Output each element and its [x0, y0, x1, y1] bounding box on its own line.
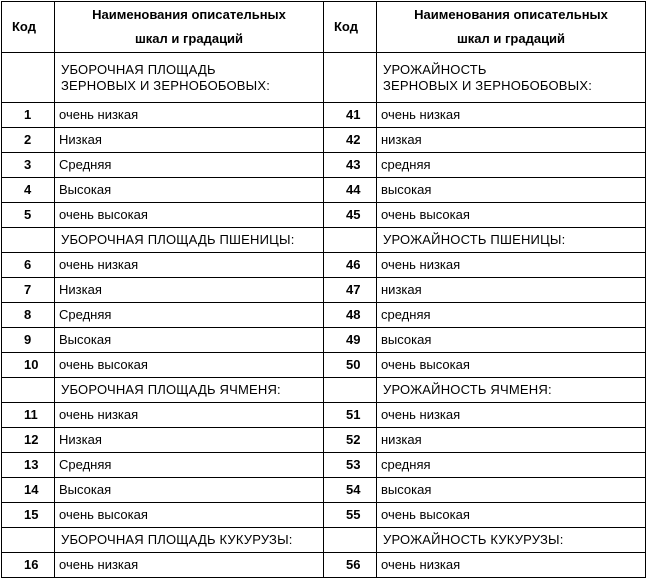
code-cell: 11: [2, 403, 55, 428]
header-names-left-line1: Наименования описательных: [92, 7, 286, 22]
name-cell: очень низкая: [55, 253, 324, 278]
name-cell: Высокая: [55, 478, 324, 503]
name-cell: очень низкая: [55, 103, 324, 128]
section-title-right: УРОЖАЙНОСТЬ КУКУРУЗЫ:: [377, 528, 646, 553]
name-cell: очень низкая: [55, 553, 324, 578]
header-names-right-line2: шкал и градаций: [456, 31, 566, 46]
code-cell: 51: [324, 403, 377, 428]
section-code-cell-right: [324, 528, 377, 553]
section-code-cell-right: [324, 228, 377, 253]
name-cell: средняя: [377, 453, 646, 478]
name-cell: высокая: [377, 328, 646, 353]
gradation-table: [1, 1, 646, 578]
name-cell: Средняя: [55, 303, 324, 328]
code-cell: 5: [2, 203, 55, 228]
table-row: [2, 553, 646, 578]
table-row: [2, 503, 646, 528]
table-row: [2, 278, 646, 303]
code-cell: 16: [2, 553, 55, 578]
table-row: [2, 453, 646, 478]
section-code-cell-left: [2, 528, 55, 553]
section-title-left: [55, 53, 324, 103]
section-title-right-line2: ЗЕРНОВЫХ И ЗЕРНОБОБОВЫХ:: [383, 77, 593, 93]
code-cell: 49: [324, 328, 377, 353]
name-cell: очень высокая: [377, 203, 646, 228]
code-cell: 9: [2, 328, 55, 353]
name-cell: очень низкая: [377, 403, 646, 428]
name-cell: очень высокая: [55, 503, 324, 528]
name-cell: Низкая: [55, 128, 324, 153]
section-title-right-line1: УРОЖАЙНОСТЬ: [383, 61, 487, 77]
code-cell: 2: [2, 128, 55, 153]
name-cell: средняя: [377, 303, 646, 328]
code-cell: 45: [324, 203, 377, 228]
table-row: [2, 403, 646, 428]
section-row: [2, 378, 646, 403]
header-names-right: [377, 2, 646, 53]
name-cell: Высокая: [55, 178, 324, 203]
code-cell: 48: [324, 303, 377, 328]
section-code-cell-left: [2, 53, 55, 103]
code-cell: 54: [324, 478, 377, 503]
name-cell: высокая: [377, 178, 646, 203]
code-cell: 56: [324, 553, 377, 578]
name-cell: низкая: [377, 278, 646, 303]
name-cell: Средняя: [55, 153, 324, 178]
table-row: [2, 253, 646, 278]
table-row: [2, 103, 646, 128]
name-cell: высокая: [377, 478, 646, 503]
code-cell: 1: [2, 103, 55, 128]
code-cell: 46: [324, 253, 377, 278]
section-title-left: УБОРОЧНАЯ ПЛОЩАДЬ ПШЕНИЦЫ:: [55, 228, 324, 253]
name-cell: Высокая: [55, 328, 324, 353]
table-row: [2, 203, 646, 228]
section-title-right: УРОЖАЙНОСТЬ ЯЧМЕНЯ:: [377, 378, 646, 403]
name-cell: Низкая: [55, 428, 324, 453]
name-cell: средняя: [377, 153, 646, 178]
header-names-left: [55, 2, 324, 53]
code-cell: 52: [324, 428, 377, 453]
table-row: [2, 303, 646, 328]
code-cell: 50: [324, 353, 377, 378]
name-cell: очень высокая: [55, 203, 324, 228]
code-cell: 55: [324, 503, 377, 528]
code-cell: 47: [324, 278, 377, 303]
code-cell: 3: [2, 153, 55, 178]
section-row: [2, 53, 646, 103]
header-names-right-line1: Наименования описательных: [414, 7, 608, 22]
header-row: [2, 2, 646, 53]
code-cell: 14: [2, 478, 55, 503]
code-cell: 12: [2, 428, 55, 453]
name-cell: очень низкая: [377, 253, 646, 278]
section-code-cell-left: [2, 378, 55, 403]
table-row: [2, 353, 646, 378]
name-cell: очень высокая: [377, 503, 646, 528]
code-cell: 8: [2, 303, 55, 328]
table-row: [2, 153, 646, 178]
code-cell: 7: [2, 278, 55, 303]
name-cell: очень высокая: [377, 353, 646, 378]
code-cell: 6: [2, 253, 55, 278]
table-row: [2, 428, 646, 453]
header-code-left: Код: [2, 2, 55, 53]
code-cell: 4: [2, 178, 55, 203]
code-cell: 43: [324, 153, 377, 178]
table-row: [2, 178, 646, 203]
section-row: [2, 528, 646, 553]
code-cell: 44: [324, 178, 377, 203]
header-names-left-line2: шкал и градаций: [134, 31, 244, 46]
section-row: [2, 228, 646, 253]
name-cell: очень низкая: [377, 553, 646, 578]
section-title-left: УБОРОЧНАЯ ПЛОЩАДЬ КУКУРУЗЫ:: [55, 528, 324, 553]
name-cell: низкая: [377, 128, 646, 153]
name-cell: очень низкая: [377, 103, 646, 128]
table-row: [2, 128, 646, 153]
code-cell: 10: [2, 353, 55, 378]
section-code-cell-right: [324, 378, 377, 403]
name-cell: Низкая: [55, 278, 324, 303]
name-cell: очень низкая: [55, 403, 324, 428]
name-cell: Средняя: [55, 453, 324, 478]
code-cell: 15: [2, 503, 55, 528]
code-cell: 42: [324, 128, 377, 153]
section-title-right: [377, 53, 646, 103]
code-cell: 41: [324, 103, 377, 128]
header-code-right: Код: [324, 2, 377, 53]
name-cell: очень высокая: [55, 353, 324, 378]
section-code-cell-right: [324, 53, 377, 103]
section-title-right: УРОЖАЙНОСТЬ ПШЕНИЦЫ:: [377, 228, 646, 253]
code-cell: 53: [324, 453, 377, 478]
name-cell: низкая: [377, 428, 646, 453]
section-code-cell-left: [2, 228, 55, 253]
section-title-left-line2: ЗЕРНОВЫХ И ЗЕРНОБОБОВЫХ:: [61, 77, 271, 93]
table-row: [2, 328, 646, 353]
section-title-left: УБОРОЧНАЯ ПЛОЩАДЬ ЯЧМЕНЯ:: [55, 378, 324, 403]
code-cell: 13: [2, 453, 55, 478]
section-title-left-line1: УБОРОЧНАЯ ПЛОЩАДЬ: [61, 61, 216, 77]
table-row: [2, 478, 646, 503]
